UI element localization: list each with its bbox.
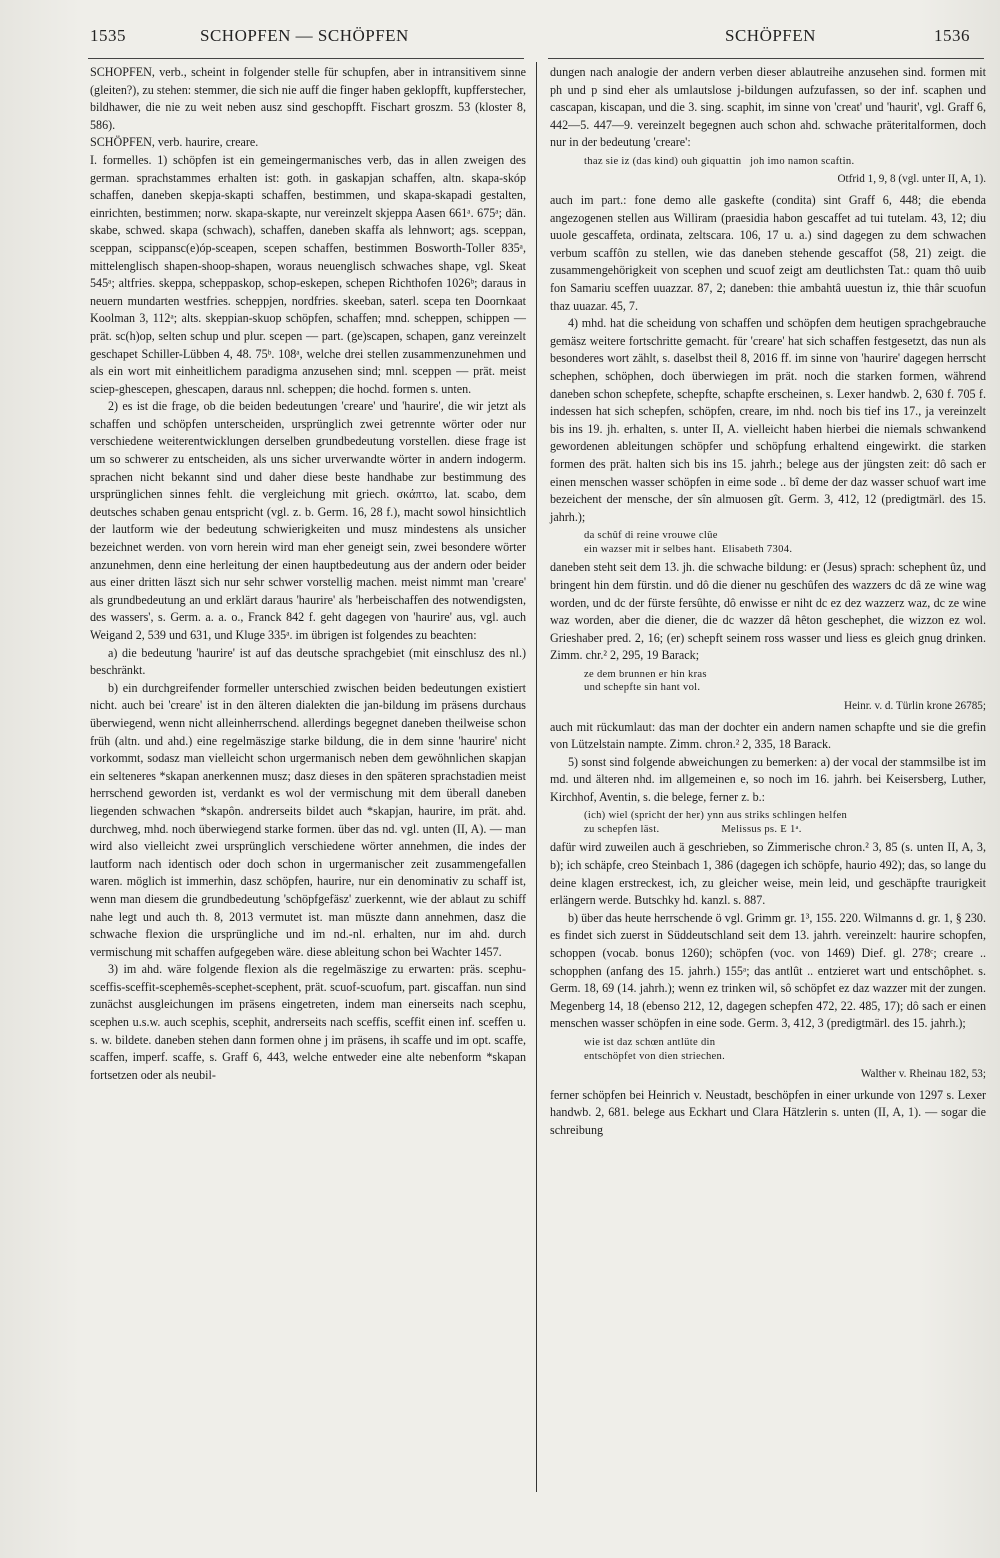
paragraph: dungen nach analogie der andern verben dieser ablautreihe anzusehen sind. formen mit ph und p sind eher als umlautslose j-bildungen aufzufassen, so der inf. scaphen und cascapan, kiscapan, und die 3. sing. scaphit, im sinne von 'creat' und 'haurit', vgl. Graff 6, 442—5. 447—9. vereinzelt begegnen auch schon ahd. schwache präteritalformen, doch nur in der bedeutung 'creare': xyxy=(550,65,986,150)
column-divider xyxy=(536,62,537,1492)
right-running-head: SCHÖPFEN xyxy=(725,26,816,45)
paragraph: 3) im ahd. wäre folgende flexion als die regelmäszige zu erwarten: präs. scephu-sceffis-sceffit-scephemês-scephet-scephent, prät. scuof-scuofum, part. giscaffan. nun sind zunächst ausgleichungen im präsens eingetreten, indem man einerseits nach scephu, scephen u.s.w. auch scephis, scephit, andrerseits nach sceffis, sceffit einen inf. sceffen u. s. w. bildete. daneben stehen dann formen ohne j im präsens, ih scaffe und im opt. scaffe, scaffen, imperf. scaffe, s. Graff 6, 443, welche entweder eine alte nebenform *skapan fortsetzen oder als neubil- xyxy=(90,962,526,1082)
right-column xyxy=(550,64,986,1139)
left-column xyxy=(90,64,526,1084)
paragraph: auch mit rückumlaut: das man der dochter ein andern namen schapfte und sie die grefin von Lützelstain nampte. Zimm. chron.² 2, 335, 18 Barack. xyxy=(550,719,986,752)
paragraph: ferner schöpfen bei Heinrich v. Neustadt, beschöpfen in einer urkunde von 1297 s. Lexer handwb. 2, 681. belege aus Eckhart und Clara Hätzlerin s. unten (II, A, 1). — sogar die schreibung xyxy=(550,1087,986,1137)
paragraph: auch im part.: fone demo alle gaskefte (condita) sint Graff 6, 448; die ebenda angezogenen stellen aus Williram (praesidia habon gescaffet ad tui tutelam. 43, 12; diu uuole gescaffeta, ordinata, zeltscara. 106, 17 u. a.) sind dagegen zu dem schwachen verbum scaffôn zu stellen, wie das daneben stehende gescaffot (58, 21) zeigt. die zusammengehörigkeit von scephen und scuof zeigt am deutlichsten Tat.: quam thô uuib fon Samariu sceffen uuazzar. 87, 2; daneben: thie ambahtâ uuestun iz, thie thâr scuofun thaz uuazar. 45, 7. xyxy=(550,193,986,313)
header-rule-right xyxy=(548,58,984,59)
paragraph: b) über das heute herrschende ö vgl. Grimm gr. 1³, 155. 220. Wilmanns d. gr. 1, § 230. es findet sich zuerst in Süddeutschland seit dem 13. jahrh. vereinzelt: haurire schopfen, schoppen (vocab. bonus 1260); schöpfen (voc. von 1469) Dief. gl. 278ᶜ; creare .. schopphen (anfang des 15. jahrh.) 155ᵃ; das antlût .. entzieret wart und entschôphet. s. Germ. 18, 69 (14. jahrh.); wenn ez trinken wil, sô schöpfet ez daz wazzer mit der zungen. Megenberg 14, 18 (ebenso 212, 12, dagegen schepfen 472, 22. 485, 17); dô sach er einen menschen wasser schöpfen in eine sode. Germ. 3, 412, 3 (predigtmärl. des 15. jahrh.); xyxy=(550,910,986,1031)
left-page-number: 1535 xyxy=(90,26,126,45)
paragraph: SCHOPFEN, verb., scheint in folgender stelle für schupfen, aber in intransitivem sinne (gleiten?), zu stehen: stemmer, die sich nie auff die finger haben geklopfft, kupfferstecher, bildhawer, die nie zu weit neben ausz sind geschopfft. Fischart groszm. 53 (kloster 8, 586). xyxy=(90,65,526,132)
paragraph: daneben steht seit dem 13. jh. die schwache bildung: er (Jesus) sprach: schephent ûz, und bringent hin dem fürstin. und dô die diener nu geschûfen des wazzers dc dâ ze wine wag worden, und dc der fürste fersûhte, dô enwisse er niht dc ez dez wazzerz waz, dc ze wine waz worden, aber die diener, die dc wazzer dâ hêton geschephet, die wizzon ez wol. Grieshaber pred. 2, 16; (er) schepft seinem ross wasser und liess es gleich gnug drinken. Zimm. chr.² 2, 295, 19 Barack; xyxy=(550,560,986,663)
paragraph: dafür wird zuweilen auch ä geschrieben, so Zimmerische chron.² 3, 85 (s. unten II, A, 3, b); ich schäpfe, creo Steinbach 1, 386 (dagegen ich schöpfe, haurio 492); das, so lange du deine klagen erstreckest, ich, zu gleicher weise, mein leid, und geschäpfte traurigkeit erlängern werde. Butschky hd. kanzl. s. 887. xyxy=(550,840,986,908)
quotation: da schûf di reine vrouwe clûe ein wazser mit ir selbes hant. Elisabeth 7304. xyxy=(584,530,793,555)
paragraph: I. formelles. 1) schöpfen ist ein gemeingermanisches verb, das in allen zweigen des german. sprachstammes erhalten ist: goth. in gaskapjan schaffen, altn. skapa-skóp schaffen, daneben skepja-skapti schaffen, bestimmen, und skapa-skapadi gestalten, einrichten, bestimmen; norw. skapa-skapte, nur vereinzelt skjeppa Aasen 661ᵃ. 675ᵃ; dän. skabe, schwed. skapa (schwach), schaffen, daneben skaffa als lehnwort; ags. sceppan, sceppan, scippansc(e)óp-sceapen, scepen schaffen, bestimmen Bosworth-Toller 835ᵃ, mittelenglisch shapen-shoop-shapen, woraus neuenglisch schwaches shape, vgl. Skeat 545ᵃ; altfries. skeppa, scheppaskop, schop-eskepen, schepen Richthofen 1026ᵇ; daraus in neuern mundarten westfries. scheppjen, nordfries. skeeban, saterl. scepa ten Doornkaat Koolman 3, 112ᵃ; alts. skeppian-skuop schöpfen, schaffen; mnd. scheppen, schippen — prät. sc(h)op, selten schup und plur. scepen — part. (ge)scapen, schapen, ganz vereinzelt geschapet Schiller-Lübben 4, 48. 75ᵇ. 108ᵃ, welche drei stellen zusammenzunehmen und als ein wort mit einheitlichem paradigma anzusehen sind; mnl. sceppen — prät. meist sciep-ghescepen, ghescapen, daraus nnl. scheppen; die hochd. formen s. unten. xyxy=(90,152,526,396)
citation: Otfrid 1, 9, 8 (vgl. unter II, A, 1). xyxy=(837,173,986,186)
left-running-head: SCHOPFEN — SCHÖPFEN xyxy=(200,26,409,45)
quotation: wie ist daz schœn antlüte din entschöpfet von dien striechen. xyxy=(584,1037,726,1062)
right-page-number: 1536 xyxy=(934,26,970,45)
citation: Walther v. Rheinau 182, 53; xyxy=(860,1068,986,1080)
paragraph: a) die bedeutung 'haurire' ist auf das deutsche sprachgebiet (mit einschlusz des nl.) beschränkt. xyxy=(90,645,526,678)
paragraph: SCHÖPFEN, verb. haurire, creare. xyxy=(90,135,259,150)
paragraph: 5) sonst sind folgende abweichungen zu bemerken: a) der vocal der stammsilbe ist im md. und älteren nhd. im allgemeinen e, so noch im 16. jahrh. bei Keisersberg, Luther, Kirchhof, Aventin, s. die belege, ferner z. b.: xyxy=(550,754,986,804)
quotation: ze dem brunnen er hin kras und schepfte sin hant vol. xyxy=(584,668,707,694)
quotation: thaz sie iz (das kind) ouh giquattin joh imo namon scaftin. xyxy=(584,155,855,167)
paragraph: 2) es ist die frage, ob die beiden bedeutungen 'creare' und 'haurire', die wir jetzt als schaffen und schöpfen unterscheiden, ursprünglich zwei getrennte wörter oder nur verschiedene weiterentwicklungen derselben grundbedeutung vorstellen. diese frage ist um so schwerer zu entscheiden, als uns sicher urverwandte wörter in andern indogerm. sprachen nicht bekannt sind und daher diese beste handhabe zur bestimmung des ursprünglichen sinnes fehlt. die vergleichung mit griech. σκάπτω, lat. scabo, dem deutsches schaben genau entspricht (vgl. z. b. Germ. 16, 28 f.), macht sowol hinsichtlich der lautform wie der bedeutung schwierigkeiten und musz mindestens als unsicher bezeichnet werden. von vorn herein wird man eher geneigt sein, zwei besondere wörter anzunehmen, denn eine herleitung der einen hauptbedeutung aus der andern oder beider aus einer dritten läszt sich nur sehr schwer vorstellig machen. meist nimmt man 'creare' als grundbedeutung an und erklärt daraus 'haurire' als 'herbeischaffen des notwendigsten, des wassers', s. Germ. a. a. o., Franck 842 f. geht dagegen von 'haurire' aus, vgl. auch Weigand 2, 539 und 631, und Kluge 335ᵃ. im übrigen ist folgendes zu beachten: xyxy=(90,399,526,642)
citation: Heinr. v. d. Türlin krone 26785; xyxy=(844,699,986,712)
quotation: (ich) wiel (spricht der her) ynn aus striks schlingen helfen zu schepfen läst. Melissus ps. E 1ᵃ. xyxy=(584,810,848,835)
paragraph: 4) mhd. hat die scheidung von schaffen und schöpfen dem heutigen sprachgebrauche gemäsz weitere fortschritte gemacht. für 'creare' hat sich schaffen festgesetzt, das nun als besonderes wort zählt, s. daselbst theil 8, 2016 ff. im sinne von 'haurire' dagegen herrscht schephen, schöphen, doch überwiegen im prät. noch die starken formen, während daneben schon schepfete, schepfte, schapfte erscheinen, s. Lexer handwb. 2, 630 f. 705 f. indessen hat sich schepfen, schöpfen, creare, im nhd. noch bis tief ins 17., ja vereinzelt bis ins 19. jh. erhalten, s. unter II, A. vielleicht haben hierbei die niemals schwankend gewordenen ableitungen schöpfer und schöpfung erhaltend eingewirkt. die starken formen des prät. halten sich bis ins 15. jahrh.; belege aus der jüngsten zeit: dô sach er einen menschen wasser schöpfen in eime sode .. bî deme der daz wasser schuof wart ime bezeichent der mensche, der sîn almuosen gît. Germ. 3, 412, 12 (predigtmärl. des 15. jahrh.); xyxy=(550,316,986,524)
paragraph: b) ein durchgreifender formeller unterschied zwischen beiden bedeutungen existiert nicht. auch bei 'creare' ist in den älteren dialekten die jan-bildung im präsens durchaus überwiegend, wenn nicht alleinherrschend. allerdings begegnet daneben theilweise schon früh (altn. und ahd.) eine regelmäszige starke bildung, die in dem sinne 'haurire' nicht vorkommt, sodasz man vielleicht schon urgermanisch neben dem gewöhnlichen skapjan ein selteneres *skapan anerkennen musz; dasz dieses in den späteren sprachstadien meist herrschend geworden ist, verdankt es wol der vermischung mit dem überall daneben liegenden schwachen *skapôn. andrerseits bildet auch *skapjan, haurire, im prät. ahd. durchweg, mhd. noch überwiegend starke formen. über das nd. vgl. unten (II, A). — man wird also vielleicht zwei ursprünglich verschiedene wörter annehmen, die indes der lautform nach identisch oder doch schon in urgermanischer zeit zusammengefallen waren. möglich ist immerhin, dasz schöpfen, haurire, nur ein denominativ zu schaff ist, wenn man diesem die grundbedeutung 'schöpfgefäsz' zuerkennt, wie der ablaut zu schiff nahe legt und auch th. 8, 2013 vermutet ist. man müszte dann annehmen, dasz die schwache flexion die ursprüngliche und im nd.-nl. erhalten, nur im ahd. durch vermischung mit schaffen aufgegeben wäre. diese ableitung schon bei Wachter 1457. xyxy=(90,680,526,959)
header-rule-left xyxy=(88,58,524,59)
